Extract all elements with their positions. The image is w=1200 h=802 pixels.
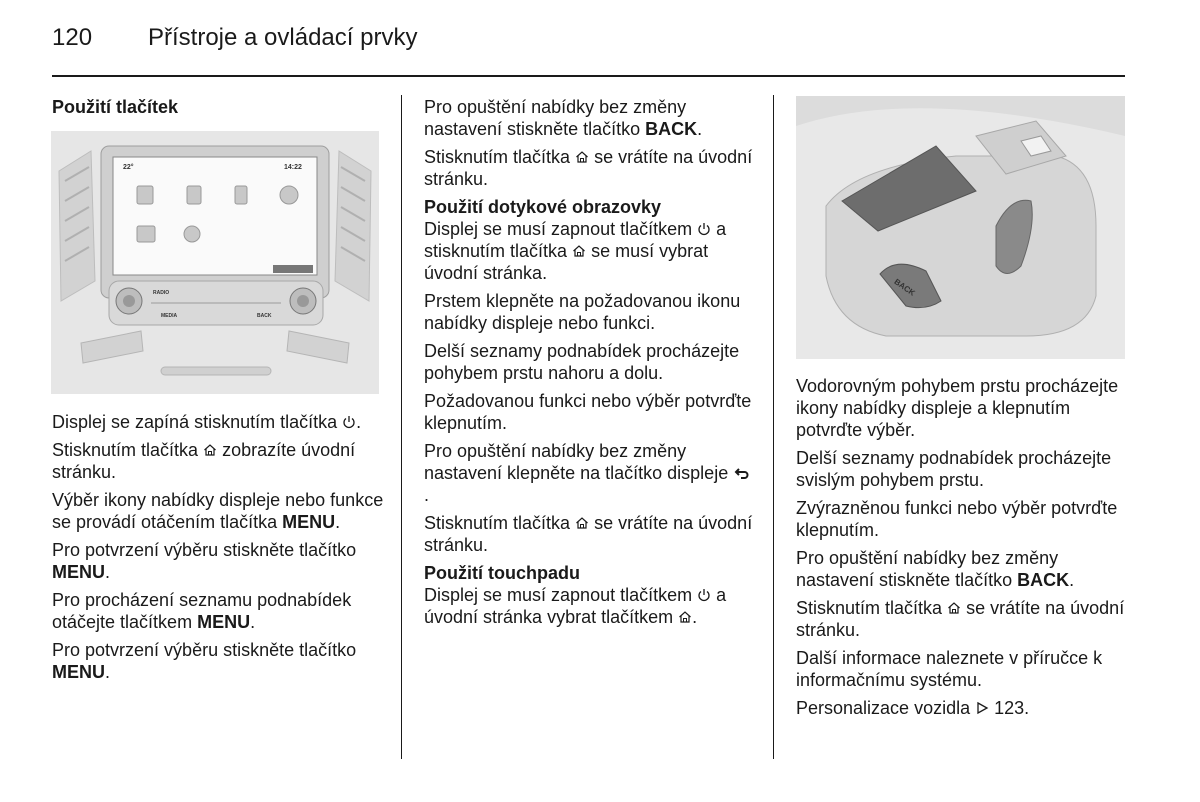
power-icon — [697, 588, 711, 602]
menu-keyword: MENU — [52, 562, 105, 582]
home-icon — [203, 443, 217, 457]
column-1-text — [52, 411, 384, 689]
paragraph — [796, 697, 1131, 719]
text: Stisknutím tlačítka — [796, 598, 943, 618]
home-icon — [575, 150, 589, 164]
column-1 — [52, 96, 382, 118]
text: Displej se musí zapnout tlačítkem — [424, 219, 693, 239]
page-reference[interactable]: 123. — [994, 698, 1030, 718]
text: . — [697, 119, 703, 139]
touchpad-illustration — [796, 96, 1125, 359]
panel-radio-label: RADIO — [153, 290, 170, 296]
text: se vrátíte na úvodní stránku. — [424, 147, 753, 189]
text: . — [424, 485, 430, 505]
page-reference-arrow-icon[interactable] — [975, 701, 989, 715]
paragraph: Zvýrazněnou funkci nebo výběr potvrďte klepnutím. — [796, 498, 1118, 540]
text: Pro procházení seznamu podnabídek otáčejte tlačítkem — [52, 590, 352, 632]
text: Pro potvrzení výběru stiskněte tlačítko — [52, 540, 357, 560]
paragraph — [52, 489, 384, 533]
home-icon — [572, 244, 586, 258]
text: Stisknutím tlačítka — [424, 513, 571, 533]
text: Displej se zapíná stisknutím tlačítka — [52, 412, 338, 432]
section-heading-touchpad: Použití touchpadu — [424, 563, 580, 583]
text: Stisknutím tlačítka — [52, 440, 199, 460]
text: se vrátíte na úvodní stránku. — [424, 513, 753, 555]
paragraph — [52, 411, 384, 433]
paragraph — [424, 146, 754, 190]
section-heading-touchscreen: Použití dotykové obrazovky — [424, 197, 662, 217]
screen-time: 14:22 — [284, 164, 302, 171]
text: . — [356, 412, 362, 432]
column-divider-2 — [773, 95, 774, 759]
text: zobrazíte úvodní stránku. — [52, 440, 356, 482]
text: . — [105, 562, 111, 582]
column-3-text — [796, 375, 1131, 725]
text: . — [1069, 570, 1075, 590]
paragraph: Delší seznamy podnabídek procházejte pohybem prstu nahoru a dolu. — [424, 341, 740, 383]
paragraph: Prstem klepněte na požadovanou ikonu nabídky displeje nebo funkci. — [424, 291, 741, 333]
infotainment-panel-illustration — [51, 131, 379, 394]
text: se musí vybrat úvodní stránka. — [424, 241, 709, 283]
screen-temperature: 22° — [123, 164, 134, 171]
section-heading-buttons: Použití tlačítek — [52, 97, 179, 117]
power-icon — [342, 415, 356, 429]
paragraph — [424, 96, 754, 140]
paragraph: Vodorovným pohybem prstu procházejte ikony nabídky displeje a klepnutím potvrďte výběr. — [796, 376, 1119, 440]
text: se vrátíte na úvodní stránku. — [796, 598, 1125, 640]
menu-keyword: MENU — [197, 612, 251, 632]
panel-back-label: BACK — [257, 313, 272, 319]
page-number: 120 — [52, 24, 93, 51]
paragraph — [796, 547, 1131, 591]
paragraph — [424, 584, 754, 628]
paragraph — [424, 218, 754, 284]
text: . — [105, 662, 111, 682]
text: a stisknutím tlačítka — [424, 219, 727, 261]
back-keyword: BACK — [1017, 570, 1070, 590]
infotainment-panel-figure — [51, 131, 379, 394]
text: Výběr ikony nabídky displeje nebo funkce se provádí otáčením tlačítka — [52, 490, 384, 532]
power-icon — [697, 222, 711, 236]
text: Stisknutím tlačítka — [424, 147, 571, 167]
paragraph: Delší seznamy podnabídek procházejte svislým pohybem prstu. — [796, 448, 1112, 490]
back-arrow-icon — [733, 466, 751, 480]
menu-keyword: MENU — [52, 662, 105, 682]
menu-keyword: MENU — [282, 512, 336, 532]
touchpad-back-label: BACK — [892, 277, 917, 298]
column-divider-1 — [401, 95, 402, 759]
paragraph — [424, 440, 754, 506]
text: Personalizace vozidla — [796, 698, 971, 718]
text: Pro opuštění nabídky bez změny nastavení stiskněte tlačítko — [796, 548, 1059, 590]
header-rule — [52, 75, 1125, 77]
paragraph — [52, 539, 384, 583]
text: Pro opuštění nabídky bez změny nastavení klepněte na tlačítko displeje — [424, 441, 729, 483]
back-keyword: BACK — [645, 119, 698, 139]
text: . — [335, 512, 341, 532]
paragraph — [52, 439, 384, 483]
paragraph — [52, 589, 384, 633]
text: . — [692, 607, 698, 627]
page-title: Přístroje a ovládací prvky — [148, 24, 418, 51]
home-icon — [575, 516, 589, 530]
paragraph — [796, 597, 1131, 641]
page-header — [52, 24, 417, 52]
paragraph — [52, 639, 384, 683]
home-icon — [678, 610, 692, 624]
text: Displej se musí zapnout tlačítkem — [424, 585, 693, 605]
text: a úvodní stránka vybrat tlačítkem — [424, 585, 727, 627]
touchpad-figure — [796, 96, 1125, 359]
text: . — [250, 612, 256, 632]
text: Pro potvrzení výběru stiskněte tlačítko — [52, 640, 357, 660]
column-2 — [424, 96, 754, 634]
paragraph — [424, 512, 754, 556]
panel-media-label: MEDIA — [161, 313, 178, 319]
paragraph: Požadovanou funkci nebo výběr potvrďte klepnutím. — [424, 391, 752, 433]
text: Pro opuštění nabídky bez změny nastavení stiskněte tlačítko — [424, 97, 687, 139]
home-icon — [947, 601, 961, 615]
paragraph: Další informace naleznete v příručce k informačnímu systému. — [796, 648, 1103, 690]
